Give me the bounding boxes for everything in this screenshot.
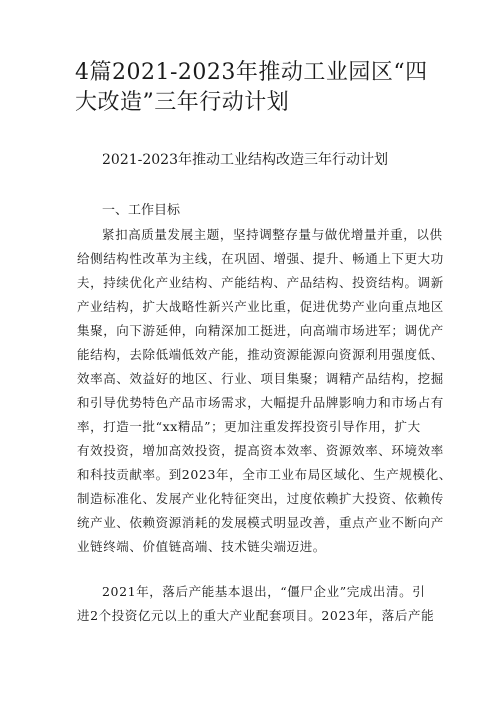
- paragraph-line: 统产业、依赖资源消耗的发展模式明显改善，重点产业不断向产: [77, 515, 444, 530]
- paragraph-line: 制造标准化、发展产业化特征突出，过度依赖扩大投资、依赖传: [77, 491, 444, 506]
- paragraph-line: 率，打造一批“xx精品”；更加注重发挥投资引导作用，扩大: [77, 419, 421, 434]
- paragraph-line: 效率高、效益好的地区、行业、项目集聚；调精产品结构，挖掘: [77, 371, 444, 386]
- document-title: 4篇2021-2023年推动工业园区“四大改造”三年行动计划: [75, 60, 428, 115]
- paragraph-line: 给侧结构性改革为主线，在巩固、增强、提升、畅通上下更大功: [77, 251, 444, 266]
- paragraph-line: 紧扣高质量发展主题，坚持调整存量与做优增量并重，以供: [102, 227, 443, 242]
- paragraph-line: 进2个投资亿元以上的重大产业配套项目。2023年，落后产能: [77, 608, 435, 623]
- paragraph-line: 集聚，向下游延伸，向精深加工挺进，向高端市场进军；调优产: [77, 323, 444, 338]
- paragraph-line: 业链终端、价值链高端、技术链尖端迈进。: [77, 539, 326, 554]
- paragraph-line: 夫，持续优化产业结构、产能结构、产品结构、投资结构。调新: [77, 275, 444, 290]
- subheading-work-goals: 一、工作目标: [102, 203, 181, 218]
- paragraph-line: 2021年，落后产能基本退出，“僵尸企业”完成出清。引: [102, 584, 426, 599]
- paragraph-line: 和科技贡献率。到2023年，全市工业布局区域化、生产规模化、: [77, 467, 452, 482]
- paragraph-line: 产业结构，扩大战略性新兴产业比重，促进优势产业向重点地区: [77, 299, 444, 314]
- paragraph-line: 有效投资，增加高效投资，提高资本效率、资源效率、环境效率: [77, 443, 444, 458]
- paragraph-line: 和引导优势特色产品市场需求，大幅提升品牌影响力和市场占有: [77, 395, 444, 410]
- section-title: 2021-2023年推动工业结构改造三年行动计划: [102, 152, 388, 168]
- paragraph-line: 能结构，去除低端低效产能，推动资源能源向资源利用强度低、: [77, 347, 444, 362]
